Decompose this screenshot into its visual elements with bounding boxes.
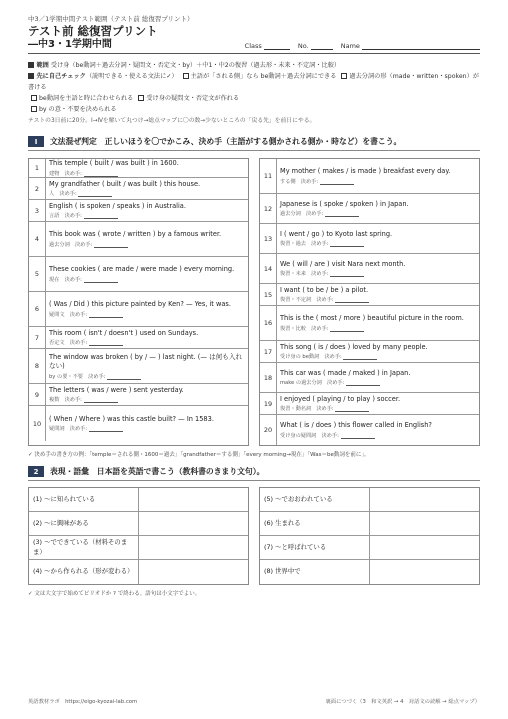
question-text[interactable]: ( When / Where ) was this castle built? — In 1583.: [49, 414, 214, 423]
vocab-row: [29, 536, 248, 560]
vocab-row: [29, 488, 248, 512]
question-number: 3: [29, 200, 46, 221]
vocab-answer-field[interactable]: [370, 488, 479, 511]
self-check-box[interactable]: [341, 73, 347, 79]
decider-answer-blank[interactable]: [343, 355, 377, 360]
decider-label: 決め手:: [69, 426, 88, 433]
decider-label: 決め手:: [74, 241, 93, 248]
question-number: 13: [260, 224, 277, 253]
question-hint: [280, 210, 476, 217]
question-row: [29, 384, 248, 406]
question-hint: [49, 311, 245, 318]
hint-category: 復習・過去: [280, 241, 306, 248]
decider-answer-blank[interactable]: [78, 192, 112, 197]
square-bullet-icon: [28, 73, 34, 79]
question-number: 2: [29, 178, 46, 199]
decider-answer-blank[interactable]: [89, 313, 123, 318]
question-body: [277, 254, 479, 283]
hint-category: する側: [280, 178, 296, 185]
decider-answer-blank[interactable]: [84, 278, 118, 283]
question-hint: [280, 379, 476, 386]
question-row: [29, 349, 248, 384]
question-hint: [49, 241, 245, 248]
hint-category: 疑問文: [49, 311, 65, 318]
decider-label: 決め手:: [64, 213, 82, 220]
decider-answer-blank[interactable]: [84, 398, 118, 403]
decider-label: 決め手:: [69, 340, 88, 347]
self-check-box[interactable]: [138, 95, 144, 101]
question-hint: [280, 178, 476, 185]
question-body: [46, 292, 248, 326]
question-hint: [49, 396, 245, 403]
question-number: 15: [260, 284, 277, 305]
question-text[interactable]: This book was ( wrote / written ) by a famous writer.: [49, 230, 222, 239]
vocab-prompt: (7) 〜と呼ばれている: [260, 536, 370, 559]
square-bullet-icon: [28, 62, 34, 68]
question-column-left: [28, 158, 249, 446]
hint-category: 受け身の疑問詞: [280, 432, 317, 439]
decider-label: 決め手:: [64, 276, 82, 283]
question-row: [260, 306, 479, 341]
vocab-prompt: (2) 〜に興味がある: [29, 512, 139, 535]
question-text[interactable]: Japanese is ( spoke / spoken ) in Japan.: [280, 199, 409, 208]
vocab-row: [260, 512, 479, 536]
decider-answer-blank[interactable]: [335, 298, 369, 303]
question-body: [277, 341, 479, 362]
question-row: [29, 222, 248, 257]
question-number: 19: [260, 393, 277, 414]
question-body: [277, 415, 479, 445]
hint-category: 人: [49, 191, 55, 198]
hint-category: 過去分詞: [49, 241, 70, 248]
name-field[interactable]: Name: [341, 42, 480, 50]
question-body: [46, 257, 248, 291]
question-row: [29, 159, 248, 178]
check-item-1: 主語が「される側」なら be動詞＋過去分詞にできる: [190, 73, 337, 80]
decider-answer-blank[interactable]: [89, 341, 123, 346]
decider-answer-blank[interactable]: [89, 427, 123, 432]
vocab-answer-field[interactable]: [139, 512, 248, 535]
hint-category: 受け身の be動詞: [280, 354, 320, 361]
decider-answer-blank[interactable]: [346, 381, 380, 386]
question-body: [277, 284, 479, 305]
vocab-row: [260, 488, 479, 512]
footer-publisher: 英語教材ラボ https://eigo-kyozai-lab.com: [28, 699, 138, 705]
decider-label: 決め手:: [327, 380, 345, 387]
vocab-row: [29, 512, 248, 536]
question-number: 9: [29, 384, 46, 405]
question-hint: [280, 240, 476, 247]
section2-divider: [28, 480, 480, 481]
decider-label: 決め手:: [316, 297, 334, 304]
question-row: [29, 406, 248, 441]
decider-answer-blank[interactable]: [325, 212, 359, 217]
vocab-answer-field[interactable]: [370, 512, 479, 535]
section2-heading: [28, 466, 480, 477]
hint-category: make の過去分詞: [280, 380, 322, 387]
question-hint: [49, 170, 245, 177]
hint-category: 復習・動名詞: [280, 406, 312, 413]
decider-answer-blank[interactable]: [84, 172, 118, 177]
question-row: [29, 292, 248, 327]
question-row: [29, 178, 248, 200]
decider-answer-blank[interactable]: [320, 180, 354, 185]
question-body: [46, 200, 248, 221]
question-body: [46, 327, 248, 348]
decider-answer-blank[interactable]: [341, 434, 375, 439]
check-line-2: [28, 93, 480, 104]
hint-category: 言語: [49, 213, 60, 220]
question-body: [46, 222, 248, 256]
question-number: 16: [260, 306, 277, 340]
question-grid: [28, 158, 480, 446]
hint-category: by の要・不要: [49, 373, 83, 380]
range-line: [28, 60, 480, 71]
question-row: [29, 257, 248, 292]
question-hint: [280, 325, 476, 332]
question-number: 6: [29, 292, 46, 326]
vocab-prompt: (3) 〜でできている（材料そのまま）: [29, 536, 139, 559]
question-text[interactable]: This car was ( made / maked ) in Japan.: [280, 368, 411, 377]
decider-answer-blank[interactable]: [330, 327, 364, 332]
question-hint: [280, 353, 476, 360]
decider-label: 決め手:: [324, 354, 342, 361]
hint-category: 疑問詞: [49, 426, 65, 433]
question-row: [260, 415, 479, 445]
vocab-grid: [28, 487, 480, 585]
question-hint: [49, 373, 245, 380]
question-row: [29, 327, 248, 349]
hint-category: 建物: [49, 170, 60, 177]
decider-label: 決め手:: [59, 191, 77, 198]
question-hint: [280, 432, 476, 439]
hint-category: 現在: [49, 276, 60, 283]
question-body: [46, 178, 248, 199]
question-row: [260, 159, 479, 194]
title-block: [28, 25, 158, 51]
check-text: （説明できる・使える文法に✓）: [85, 73, 178, 80]
hint-category: 複数: [49, 397, 60, 404]
check-line-3: [28, 104, 480, 115]
section2-footnote: ✓ 文は大文字で始めてピリオドか ? で終わる。語句は小文字でよい。: [28, 591, 201, 597]
title-row: [28, 25, 480, 51]
question-row: [260, 284, 479, 306]
question-hint: [280, 270, 476, 277]
question-number: 18: [260, 363, 277, 392]
question-text[interactable]: These cookies ( are made / were made ) every morning.: [49, 265, 235, 274]
question-row: [260, 194, 479, 224]
question-number: 17: [260, 341, 277, 362]
range-text: 受け身（be動詞＋過去分詞・疑問文・否定文・by）＋中1・中2の復習（過去形・未来・不定詞・比較）: [50, 62, 341, 69]
question-text[interactable]: ( Was / Did ) this picture painted by Ken? — Yes, it was.: [49, 300, 231, 309]
self-check-box[interactable]: [183, 73, 189, 79]
question-row: [260, 341, 479, 363]
section1-divider: [28, 150, 480, 151]
self-check-box[interactable]: [31, 106, 37, 112]
vocab-answer-field[interactable]: [370, 536, 479, 559]
vocab-prompt: (1) 〜に知られている: [29, 488, 139, 511]
question-text[interactable]: I ( went / go ) to Kyoto last spring.: [280, 229, 393, 238]
decider-label: 決め手:: [316, 406, 334, 413]
decider-label: 決め手:: [64, 170, 82, 177]
question-hint: [49, 212, 245, 219]
decider-answer-blank[interactable]: [107, 375, 141, 380]
question-body: [277, 363, 479, 392]
question-text[interactable]: This temple ( built / was built ) in 1600.: [49, 159, 179, 168]
page-footer: [28, 697, 480, 705]
question-text[interactable]: The letters ( was / were ) sent yesterday.: [49, 385, 184, 394]
decider-label: 決め手:: [88, 373, 106, 380]
page-subtitle: ―中3・1学期中間: [28, 39, 112, 50]
vocab-prompt: (8) 世界中で: [260, 560, 370, 584]
vocab-row: [260, 536, 479, 560]
student-fields: [245, 42, 480, 51]
class-field[interactable]: Class: [245, 42, 290, 50]
question-hint: [280, 405, 476, 412]
decider-label: 決め手:: [311, 271, 329, 278]
question-text[interactable]: My mother ( makes / is made ) breakfast every day.: [280, 167, 451, 176]
vocab-row: [260, 560, 479, 584]
header-small-label: 中3／1学期中間テスト範囲（テスト前 総復習プリント）: [28, 15, 194, 23]
check-label: 先に自己チェック: [36, 73, 86, 80]
question-row: [260, 254, 479, 284]
check-item-5: by の意・不要を決められる: [39, 106, 117, 113]
hint-category: 復習・不定詞: [280, 297, 312, 304]
question-body: [277, 224, 479, 253]
vocab-row: [29, 560, 248, 584]
question-number: 5: [29, 257, 46, 291]
question-number: 8: [29, 349, 46, 383]
decider-answer-blank[interactable]: [330, 272, 364, 277]
title-divider: [28, 53, 480, 54]
question-text[interactable]: English ( is spoken / speaks ) in Australia.: [49, 201, 186, 210]
decider-label: 決め手:: [311, 325, 329, 332]
vocab-answer-field[interactable]: [139, 560, 248, 584]
question-text[interactable]: This room ( isn't / doesn't ) used on Sundays.: [49, 328, 199, 337]
question-text[interactable]: This song ( is / does ) loved by many people.: [280, 342, 428, 351]
question-row: [260, 393, 479, 415]
decider-label: 決め手:: [311, 241, 329, 248]
check-item-3: be動詞を主語と時に合わせられる: [39, 95, 134, 102]
check-item-2: 過去分詞の形（made・written・spoken）が書ける: [28, 73, 479, 91]
question-number: 7: [29, 327, 46, 348]
decider-label: 決め手:: [305, 211, 324, 218]
vocab-prompt: (6) 生まれる: [260, 512, 370, 535]
question-body: [46, 349, 248, 383]
question-hint: [49, 276, 245, 283]
question-hint: [280, 296, 476, 303]
question-text[interactable]: This is the ( most / more ) beautiful picture in the room.: [280, 314, 464, 323]
question-text[interactable]: What ( is / does ) this flower called in English?: [280, 421, 432, 430]
vocab-column-right: [259, 487, 480, 585]
page-title: テスト前 総復習プリント: [28, 24, 158, 38]
section1-heading: [28, 136, 480, 147]
hint-category: 否定文: [49, 340, 65, 347]
question-number: 20: [260, 415, 277, 445]
hint-category: 復習・未来: [280, 271, 306, 278]
section1-title: 文法混ぜ判定 正しいほうを〇でかこみ、決め手（主語がする側かされる側か・時など）を書こう。: [50, 137, 402, 146]
vocab-answer-field[interactable]: [139, 536, 248, 559]
question-text[interactable]: We ( will / are ) visit Nara next month.: [280, 259, 406, 268]
question-body: [277, 159, 479, 193]
question-text[interactable]: The window was broken ( by / — ) last night. (— は何も入れない): [49, 352, 243, 370]
check-line: [28, 71, 480, 93]
decider-answer-blank[interactable]: [94, 243, 128, 248]
question-row: [260, 224, 479, 254]
question-hint: [49, 190, 245, 197]
info-note: テストの3日前に20分。Ⅰ→Ⅳを解いて丸つけ→総点マップに〇の数→少ないところの「戻る先」を前日にやる。: [28, 118, 316, 124]
question-body: [277, 306, 479, 340]
decider-answer-blank[interactable]: [335, 407, 369, 412]
info-box: [28, 60, 480, 127]
vocab-prompt: (4) 〜から作られる（形が変わる）: [29, 560, 139, 584]
question-body: [46, 384, 248, 405]
hint-category: 復習・比較: [280, 325, 306, 332]
decider-label: 決め手:: [300, 178, 319, 185]
question-text[interactable]: I enjoyed ( playing / to play ) soccer.: [280, 394, 401, 403]
vocab-answer-field[interactable]: [370, 560, 479, 584]
question-number: 4: [29, 222, 46, 256]
vocab-column-left: [28, 487, 249, 585]
question-text[interactable]: I want ( to be / be ) a pilot.: [280, 285, 369, 294]
question-text[interactable]: My grandfather ( built / was built ) this house.: [49, 179, 201, 188]
footer-next: 裏面につづく（3 和文英訳 → 4 対話文の読解 → 総点マップ）: [325, 699, 480, 705]
question-body: [46, 406, 248, 441]
hint-category: 過去分詞: [280, 211, 301, 218]
question-body: [46, 159, 248, 177]
vocab-answer-field[interactable]: [139, 488, 248, 511]
decider-answer-blank[interactable]: [84, 214, 118, 219]
question-number: 14: [260, 254, 277, 283]
question-body: [277, 194, 479, 223]
question-number: 11: [260, 159, 277, 193]
question-number: 1: [29, 159, 46, 177]
section2-number-badge: 2: [28, 466, 44, 477]
decider-answer-blank[interactable]: [330, 242, 364, 247]
range-label: 範囲: [36, 62, 49, 69]
vocab-prompt: (5) 〜でおおわれている: [260, 488, 370, 511]
decider-label: 決め手:: [321, 432, 339, 439]
question-number: 10: [29, 406, 46, 441]
question-number: 12: [260, 194, 277, 223]
section1-number-badge: Ⅰ: [28, 136, 44, 147]
question-body: [277, 393, 479, 414]
decider-label: 決め手:: [69, 311, 88, 318]
question-hint: [49, 425, 245, 432]
section2-title: 表現・語彙 日本語を英語で書こう（教科書のきまり文句）。: [50, 467, 265, 476]
number-field[interactable]: No.: [298, 42, 333, 50]
self-check-box[interactable]: [31, 95, 37, 101]
question-row: [260, 363, 479, 393]
question-hint: [49, 339, 245, 346]
question-row: [29, 200, 248, 222]
section1-footnote: ✓ 決め手の書き方の例：「temple＝される側・1600＝過去」「grandfather＝する側」「every morning→現在」「Was＝be動詞を前に」。: [28, 452, 370, 458]
check-item-4: 受け身の疑問文・否定文が作れる: [146, 95, 240, 102]
question-column-right: [259, 158, 480, 446]
decider-label: 決め手:: [64, 397, 82, 404]
